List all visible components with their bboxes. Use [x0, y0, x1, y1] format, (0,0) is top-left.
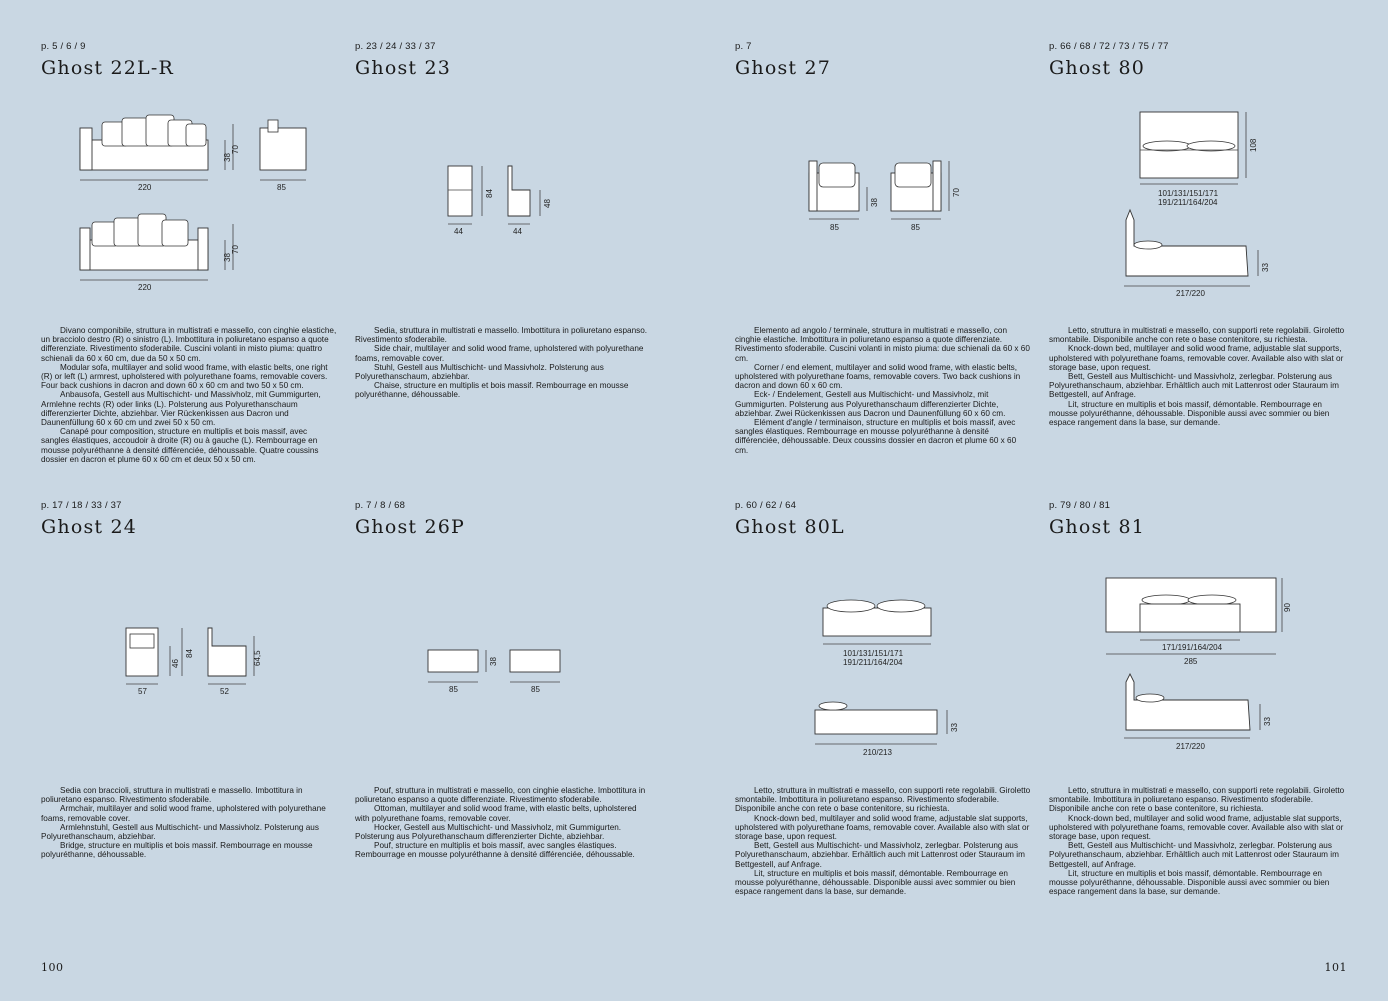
dim-label: 33 — [950, 723, 959, 732]
entry-ghost-23 — [355, 41, 655, 79]
dim-label: 70 — [952, 188, 961, 197]
page-refs: p. 17 / 18 / 33 / 37 — [41, 500, 122, 511]
product-title: Ghost 80L — [735, 516, 845, 538]
dim-label: 108 — [1249, 138, 1258, 152]
desc-it: Letto, struttura in multistrati e massello, con supporti rete regolabili. Giroletto smontabile. Disponibile anche con rete o base contenitore, su richiesta. — [1049, 326, 1345, 345]
desc-it: Sedia, struttura in multistrati e massello. Imbottitura in poliuretano espanso. Rivestimento sfoderabile. — [355, 326, 648, 345]
drawing-ghost-80l — [805, 592, 965, 762]
desc-en: Side chair, multilayer and solid wood frame, upholstered with polyurethane foams, removable cover. — [355, 344, 644, 363]
desc-fr: Bridge, structure en multiplis et bois massif. Rembourrage en mousse polyuréthanne, déhoussable. — [41, 841, 313, 860]
desc-fr: Chaise, structure en multiplis et bois massif. Rembourrage en mousse polyuréthanne, déhoussable. — [355, 381, 629, 400]
product-title: Ghost 80 — [1049, 57, 1146, 79]
desc-de: Bett, Gestell aus Multischicht- und Massivholz, zerlegbar. Polsterung aus Polyurethanschaum, abziehbar. Erhältlich auch mit Lattenrost oder Stauraum im Bettgestell, auf Anfrage. — [735, 841, 1025, 869]
dim-label: 191/211/164/204 — [1158, 198, 1218, 207]
product-title: Ghost 24 — [41, 516, 138, 538]
dim-label: 33 — [1263, 717, 1272, 726]
page-refs: p. 5 / 6 / 9 — [41, 41, 86, 52]
description-ghost-81 — [1049, 786, 1345, 896]
description-ghost-24 — [41, 786, 337, 860]
page-refs: p. 7 — [735, 41, 752, 52]
desc-en: Armchair, multilayer and solid wood frame, upholstered with polyurethane foams, removable cover. — [41, 804, 326, 823]
product-title: Ghost 26P — [355, 516, 466, 538]
desc-fr: Pouf, structure en multiplis et bois massif, avec sangles élastiques. Rembourrage en mousse polyuréthanne à densité différenciée, déhoussable. — [355, 841, 635, 860]
product-title: Ghost 27 — [735, 57, 832, 79]
entry-ghost-24 — [41, 500, 341, 538]
dim-label: 85 — [531, 685, 540, 694]
desc-it: Sedia con braccioli, struttura in multistrati e massello. Imbottitura in poliuretano espanso. Rivestimento sfoderabile. — [41, 786, 303, 805]
entry-ghost-27 — [735, 41, 1035, 79]
entry-ghost-81 — [1049, 500, 1349, 538]
page-refs: p. 79 / 80 / 81 — [1049, 500, 1111, 511]
desc-fr: Elément d'angle / terminaison, structure en multiplis et bois massif, avec sangles élastiques. Rembourrage en mousse polyuréthanne à densité différenciée, déhoussable. Deux coussins dossier en dacron et plume 60 x 60 cm. — [735, 418, 1017, 455]
drawing-ghost-80 — [1120, 110, 1280, 300]
product-title: Ghost 22L-R — [41, 57, 174, 79]
dim-label: 70 — [231, 145, 240, 154]
drawing-ghost-27 — [805, 155, 975, 235]
dim-label: 191/211/164/204 — [843, 658, 903, 667]
dim-label: 38 — [223, 153, 232, 162]
desc-it: Pouf, struttura in multistrati e massello, con cinghie elastiche. Imbottitura in poliuretano espanso a quote differenziate. Rivestimento sfoderabile. — [355, 786, 646, 805]
dim-label: 90 — [1283, 603, 1292, 612]
dim-label: 84 — [185, 649, 194, 658]
desc-en: Knock-down bed, multilayer and solid wood frame, adjustable slat supports, upholstered with polyurethane foams, removable cover. Available also with slat or storage base, upon request. — [735, 813, 1030, 842]
dim-label: 285 — [1184, 657, 1198, 666]
page-refs: p. 23 / 24 / 33 / 37 — [355, 41, 436, 52]
desc-de: Eck- / Endelement, Gestell aus Multischicht- und Massivholz, mit Gummigurten. Polsterung aus Polyurethanschaum differenzierter Dichte, abziehbar. Zwei Rückenkissen aus Dacron und Daunenfüllung 60 x 60 cm. — [735, 390, 1006, 418]
desc-de: Bett, Gestell aus Multischicht- und Massivholz, zerlegbar. Polsterung aus Polyurethanschaum, abziehbar. Erhältlich auch mit Lattenrost oder Stauraum im Bettgestell, auf Anfrage. — [1049, 841, 1339, 869]
desc-it: Elemento ad angolo / terminale, struttura in multistrati e massello, con cinghie elastiche. Imbottitura in poliuretano espanso a quote differenziate. Rivestimento sfoderabile. Cuscini volanti in misto piuma: due schienali da 60 x 60 cm. — [735, 326, 1030, 363]
drawing-ghost-24 — [120, 622, 270, 702]
dim-label: 217/220 — [1176, 742, 1205, 751]
page-refs: p. 60 / 62 / 64 — [735, 500, 797, 511]
dim-label: 84 — [485, 189, 494, 198]
page-refs: p. 66 / 68 / 72 / 73 / 75 / 77 — [1049, 41, 1169, 52]
entry-ghost-22l-r — [41, 41, 341, 79]
description-ghost-26p — [355, 786, 651, 860]
entry-ghost-26p — [355, 500, 655, 538]
desc-de: Anbausofa, Gestell aus Multischicht- und Massivholz, mit Gummigurten, Armlehne rechts (R) oder links (L). Polsterung aus Polyurethanschaum differenzierter Dichte, abziehbar. Vier Rückenkissen aus Dacron und Daunenfüllung 60 x 60 cm und zwei 50 x 50 cm. — [41, 390, 321, 428]
dim-label: 70 — [231, 245, 240, 254]
dim-label: 46 — [171, 659, 180, 668]
description-ghost-22l-r — [41, 326, 337, 464]
dim-label: 38 — [223, 253, 232, 262]
desc-de: Hocker, Gestell aus Multischicht- und Massivholz, mit Gummigurten. Polsterung aus Polyurethanschaum differenzierter Dichte, abziehbar. — [355, 822, 622, 842]
dim-label: 44 — [454, 227, 463, 236]
product-title: Ghost 81 — [1049, 516, 1146, 538]
desc-en: Knock-down bed, multilayer and solid wood frame, adjustable slat supports, upholstered with polyurethane foams, removable cover. Available also with slat or storage base, upon request. — [1049, 344, 1344, 372]
desc-it: Letto, struttura in multistrati e massello, con supporti rete regolabili. Giroletto smontabile. Imbottitura in poliuretano espanso. Rivestimento sfoderabile. Disponibile anche con rete o base contenitore, su richiesta. — [735, 786, 1031, 814]
dim-label: 85 — [911, 223, 920, 232]
dim-label: 48 — [543, 199, 552, 208]
dim-label: 171/191/164/204 — [1162, 643, 1223, 652]
product-title: Ghost 23 — [355, 57, 452, 79]
dim-label: 38 — [870, 198, 879, 207]
dim-label: 210/213 — [863, 748, 892, 757]
description-ghost-80 — [1049, 326, 1345, 427]
desc-en: Ottoman, multilayer and solid wood frame, with elastic belts, upholstered with polyurethane foams, removable cover. — [355, 804, 637, 823]
desc-en: Corner / end element, multilayer and solid wood frame, with elastic belts, upholstered with polyurethane foams, removable covers. Two back cushions in dacron and down 60 x 60 cm. — [735, 362, 1021, 391]
dim-label: 64,5 — [253, 650, 262, 666]
dim-label: 101/131/151/171 — [843, 649, 904, 658]
dim-label: 220 — [138, 183, 152, 192]
entry-ghost-80 — [1049, 41, 1349, 79]
dim-label: 33 — [1261, 263, 1270, 272]
dim-label: 57 — [138, 687, 147, 696]
page-refs: p. 7 / 8 / 68 — [355, 500, 406, 511]
dim-label: 101/131/151/171 — [1158, 189, 1219, 198]
dim-label: 85 — [277, 183, 286, 192]
description-ghost-80l — [735, 786, 1031, 896]
dim-label: 217/220 — [1176, 289, 1205, 298]
desc-fr: Lit, structure en multiplis et bois massif, démontable. Rembourrage en mousse polyuréthanne, déhoussable. Disponible aussi avec sommier ou bien espace rangement dans la base, sur demande. — [735, 868, 1016, 897]
desc-en: Knock-down bed, multilayer and solid wood frame, adjustable slat supports, upholstered with polyurethane foams, removable cover. Available also with slat or storage base, upon request. — [1049, 813, 1344, 842]
desc-en: Modular sofa, multilayer and solid wood frame, with elastic belts, one right (R) or left (L) armrest, upholstered with polyurethane foams, removable covers. Four back cushions in dacron and down 60 x 60 cm and two 50 x 50 cm. — [41, 362, 328, 391]
drawing-ghost-22l-r — [70, 110, 286, 295]
dim-label: 220 — [138, 283, 152, 292]
drawing-ghost-81 — [1100, 570, 1300, 755]
desc-it: Divano componibile, struttura in multistrati e massello, con cinghie elastiche, un bracciolo destro (R) o sinistro (L). Imbottitura in poliuretano espanso a quote differenziate. Rivestimento sfoderabile. Cuscini volanti in misto piuma: quattro schienali da 60 x 60 cm, due da 50 x 50 cm. — [41, 326, 337, 363]
desc-fr: Lit, structure en multiplis et bois massif, démontable. Rembourrage en mousse polyuréthanne, déhoussable. Disponible aussi avec sommier ou bien espace rangement dans la base, sur demande. — [1049, 399, 1330, 428]
entry-ghost-80l — [735, 500, 1035, 538]
dim-label: 85 — [830, 223, 839, 232]
dim-label: 38 — [489, 657, 498, 666]
dim-label: 85 — [449, 685, 458, 694]
desc-fr: Canapé pour composition, structure en multiplis et bois massif, avec sangles élastiques, accoudoir à droite (R) ou à gauche (L). Rembourrage en mousse polyuréthanne à densité différenciée, déhoussable. Quatre coussins dossier en dacron et plume 60 x 60 cm et deux 50 x 50 cm. — [41, 427, 319, 464]
dim-label: 44 — [513, 227, 522, 236]
description-ghost-23 — [355, 326, 651, 400]
desc-fr: Lit, structure en multiplis et bois massif, démontable. Rembourrage en mousse polyuréthanne, déhoussable. Disponible aussi avec sommier ou bien espace rangement dans la base, sur demande. — [1049, 868, 1330, 897]
drawing-ghost-23 — [440, 160, 560, 240]
desc-de: Stuhl, Gestell aus Multischicht- und Massivholz. Polsterung aus Polyurethanschaum, abziehbar. — [355, 362, 604, 382]
dim-label: 52 — [220, 687, 229, 696]
page-number-left: 100 — [41, 961, 64, 974]
description-ghost-27 — [735, 326, 1031, 455]
desc-it: Letto, struttura in multistrati e massello, con supporti rete regolabili. Giroletto smontabile. Imbottitura in poliuretano espanso. Rivestimento sfoderabile. Disponibile anche con rete o base contenitore, su richiesta. — [1049, 786, 1345, 814]
desc-de: Armlehnstuhl, Gestell aus Multischicht- und Massivholz. Polsterung aus Polyurethanschaum, abziehbar. — [41, 822, 319, 842]
drawing-ghost-26p — [422, 644, 572, 699]
desc-de: Bett, Gestell aus Multischicht- und Massivholz, zerlegbar. Polsterung aus Polyurethanschaum, abziehbar. Erhältlich auch mit Lattenrost oder Stauraum im Bettgestell, auf Anfrage. — [1049, 372, 1339, 400]
page-number-right: 101 — [1324, 961, 1347, 974]
